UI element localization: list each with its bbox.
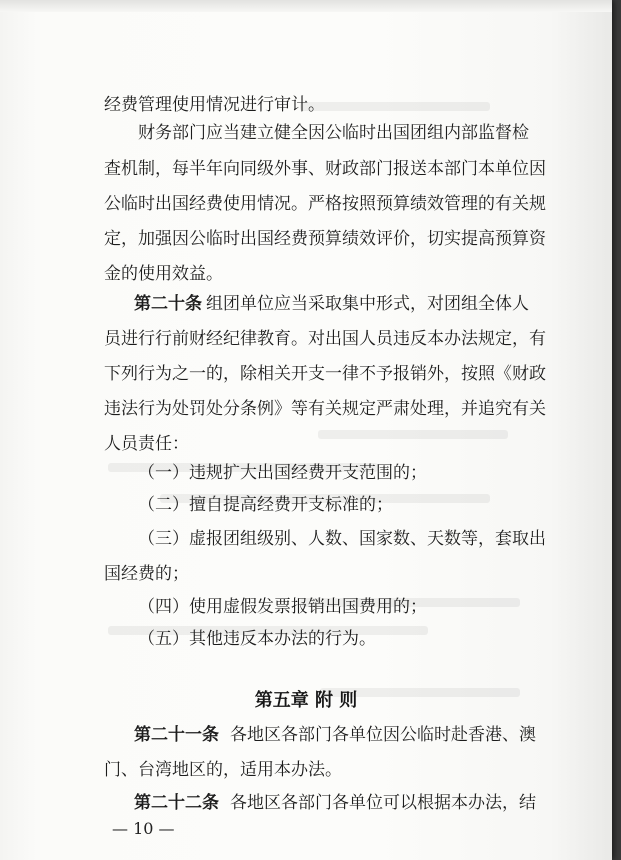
text-line: 经费管理使用情况进行审计。 <box>104 95 325 115</box>
text-line: 各地区各部门各单位因公临时赴香港、澳 <box>230 725 536 745</box>
text-line: 员进行行前财经纪律教育。对出国人员违反本办法规定，有 <box>104 329 546 349</box>
text-line: 门、台湾地区的，适用本办法。 <box>104 760 342 780</box>
text-line: 组团单位应当采取集中形式，对团组全体人 <box>206 294 529 314</box>
list-item: （五）其他违反本办法的行为。 <box>138 629 376 649</box>
text-line: 查机制，每半年向同级外事、财政部门报送本部门本单位因 <box>104 159 546 179</box>
text-line: 金的使用效益。 <box>104 264 223 284</box>
text-line: 违法行为处罚处分条例》等有关规定严肃处理，并追究有关 <box>104 399 546 419</box>
text-line: 财务部门应当建立健全因公临时出国团组内部监督检 <box>138 123 529 143</box>
chapter-title: 第五章 附 则 <box>254 690 358 711</box>
text-line: 国经费的； <box>104 564 189 584</box>
article-heading: 第二十条 <box>134 294 202 314</box>
text-line: 人员责任： <box>104 434 189 454</box>
list-item: （三）虚报团组级别、人数、国家数、天数等，套取出 <box>138 529 546 549</box>
list-item: （二）擅自提高经费开支标准的； <box>138 495 393 515</box>
page-number: — 10 — <box>112 819 175 838</box>
text-line: 定，加强因公临时出国经费预算绩效评价，切实提高预算资 <box>104 229 546 249</box>
page-top-fold <box>0 0 612 12</box>
text-line: 下列行为之一的，除相关开支一律不予报销外，按照《财政 <box>104 364 546 384</box>
text-line: 各地区各部门各单位可以根据本办法，结 <box>230 793 536 813</box>
article-heading: 第二十二条 <box>134 793 219 813</box>
list-item: （一）违规扩大出国经费开支范围的； <box>138 463 427 483</box>
article-heading: 第二十一条 <box>134 725 219 745</box>
list-item: （四）使用虚假发票报销出国费用的； <box>138 597 427 617</box>
text-line: 公临时出国经费使用情况。严格按照预算绩效管理的有关规 <box>104 194 546 214</box>
